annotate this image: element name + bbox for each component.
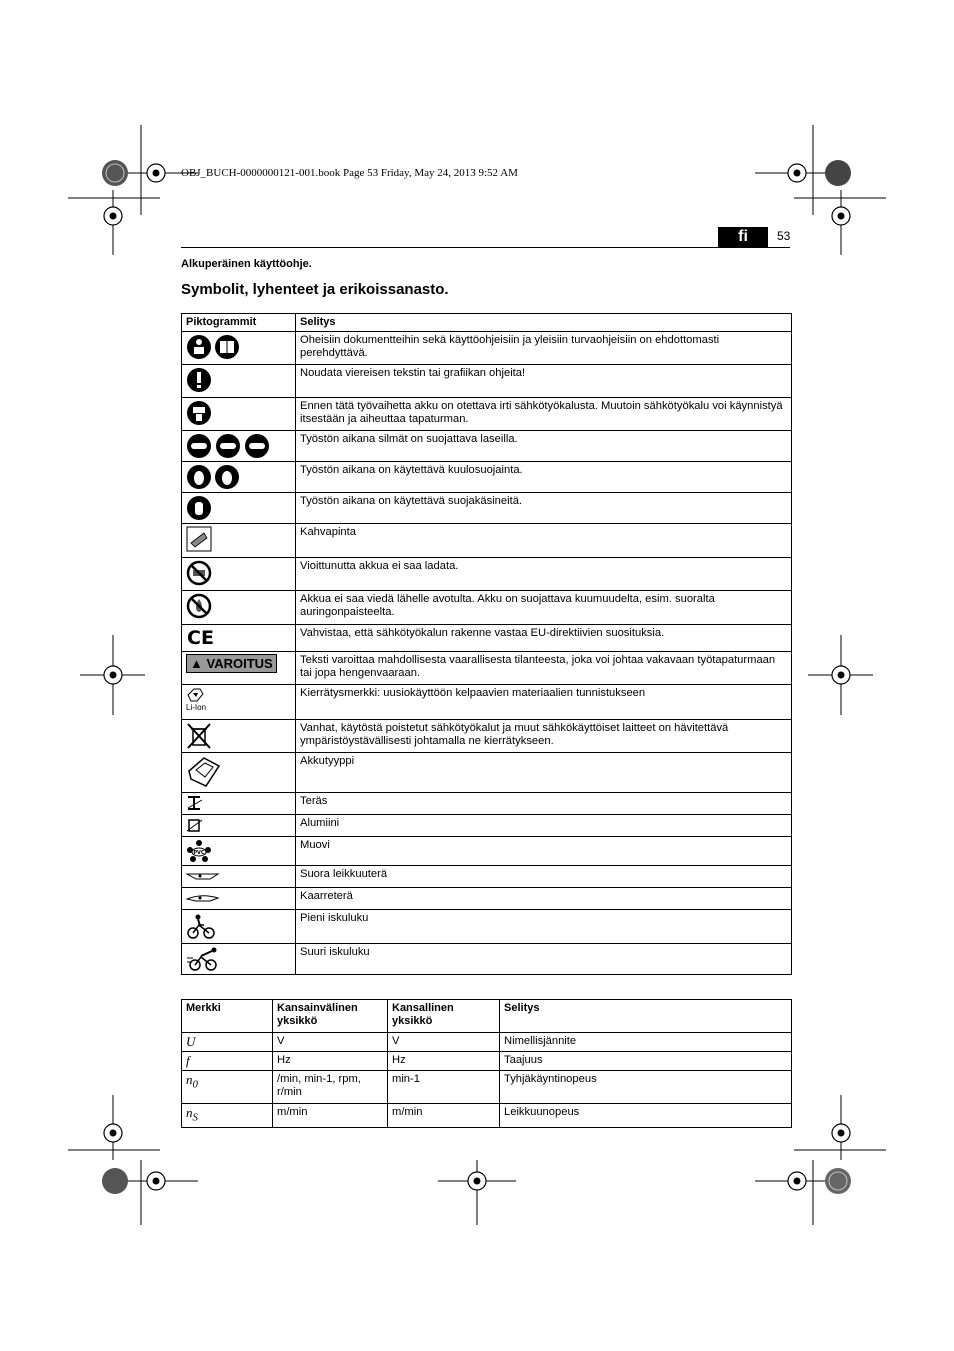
ear-protection-icon [182, 462, 296, 493]
national-unit-cell: min-1 [388, 1071, 500, 1104]
symbol-base: n [186, 1072, 193, 1087]
table-row [182, 910, 792, 944]
table-row [182, 837, 792, 866]
li-ion-label: Li-Ion [186, 703, 207, 712]
table-row [182, 462, 792, 493]
row-text: Teksti varoittaa mahdollisesta vaarallisesta tilanteesta, joka voi johtaa vakavaan työtapaturmaan tai jopa hengenvaaraan. [296, 652, 792, 685]
row-text: Työstön aikana on käytettävä suojakäsineitä. [296, 493, 792, 524]
row-text: Teräs [296, 793, 792, 815]
remove-battery-icon [182, 398, 296, 431]
row-text: Kierrätysmerkki: uusiokäyttöön kelpaavien materiaalien tunnistukseen [296, 685, 792, 720]
weee-bin-icon [182, 720, 296, 753]
national-unit-cell: V [388, 1033, 500, 1052]
symbol-base: n [186, 1105, 193, 1120]
curved-blade-icon [182, 888, 296, 910]
symbol-subscript: S [192, 1111, 198, 1124]
header-piktogrammit: Piktogrammit [182, 314, 296, 332]
intl-unit-cell: Hz [273, 1052, 388, 1071]
large-stroke-icon [182, 944, 296, 975]
row-text: Akkutyyppi [296, 753, 792, 793]
description-cell: Taajuus [500, 1052, 792, 1071]
gloves-icon [182, 493, 296, 524]
row-text: Oheisiin dokumentteihin sekä käyttöohjeisiin ja yleisiin turvaohjeisiin on ehdottomasti perehdyttävä. [296, 332, 792, 365]
intl-unit-cell: m/min [273, 1104, 388, 1128]
header-merkki: Merkki [182, 1000, 273, 1033]
recycle-li-ion-icon [182, 685, 296, 720]
header-kansallinen: Kansallinen yksikkö [388, 1000, 500, 1033]
row-text: Pieni iskuluku [296, 910, 792, 944]
aluminium-icon [182, 815, 296, 837]
table-row [182, 1104, 792, 1128]
row-text: Kahvapinta [296, 524, 792, 558]
warning-triangle-icon: ▲ [190, 656, 203, 671]
svg-text:CE: CE [187, 627, 214, 647]
table-row [182, 493, 792, 524]
language-tab: fi [718, 227, 768, 247]
row-text: Akkua ei saa viedä lähelle avotulta. Akku on suojattava kuumuudelta, esim. suoralta auringonpaisteelta. [296, 591, 792, 625]
file-info-line: OBJ_BUCH-0000000121-001.book Page 53 Friday, May 24, 2013 9:52 AM [181, 167, 518, 179]
small-stroke-icon [182, 910, 296, 944]
table-row [182, 591, 792, 625]
row-text: Suuri iskuluku [296, 944, 792, 975]
table-row [182, 685, 792, 720]
warning-label-icon [182, 652, 296, 685]
row-text: Ennen tätä työvaihetta akku on otettava irti sähkötyökalusta. Muutoin sähkötyökalu voi käynnistyä itsestään ja aiheuttaa tapaturman. [296, 398, 792, 431]
table-row [182, 866, 792, 888]
row-text: Vioittunutta akkua ei saa ladata. [296, 558, 792, 591]
row-text: Vahvistaa, että sähkötyökalun rakenne vastaa EU-direktiivien suosituksia. [296, 625, 792, 652]
table-row [182, 558, 792, 591]
subtitle: Alkuperäinen käyttöohje. [181, 258, 312, 270]
eye-protection-icon [182, 431, 296, 462]
row-text: Noudata viereisen tekstin tai grafiikan ohjeita! [296, 365, 792, 398]
table-row [182, 332, 792, 365]
symbols-table [181, 313, 792, 975]
row-text: Työstön aikana on käytettävä kuulosuojainta. [296, 462, 792, 493]
header-selitys: Selitys [500, 1000, 792, 1033]
no-charge-damaged-icon [182, 558, 296, 591]
symbol-cell: U [182, 1033, 273, 1052]
no-fire-icon [182, 591, 296, 625]
warning-label: VAROITUS [206, 656, 273, 671]
table-row [182, 944, 792, 975]
header-rule [181, 247, 790, 248]
header-kansainvalinen: Kansainvälinen yksikkö [273, 1000, 388, 1033]
pvc-label: PVC [193, 850, 205, 856]
description-cell: Nimellisjännite [500, 1033, 792, 1052]
header-selitys: Selitys [296, 314, 792, 332]
table-row [182, 431, 792, 462]
table-row [182, 753, 792, 793]
table-row [182, 1052, 792, 1071]
table-header-row [182, 1000, 792, 1033]
table-row [182, 1033, 792, 1052]
row-text: Vanhat, käytöstä poistetut sähkötyökalut ja muut sähkökäyttöiset laitteet on hävitettävä ympäristöystävällisesti johtamalla ne kierrätykseen. [296, 720, 792, 753]
intl-unit-cell: V [273, 1033, 388, 1052]
grip-surface-icon [182, 524, 296, 558]
intl-unit-cell: /min, min-1, rpm, r/min [273, 1071, 388, 1104]
plastic-pvc-icon [182, 837, 296, 866]
page-number: 53 [777, 229, 791, 243]
steel-icon [182, 793, 296, 815]
table-row [182, 365, 792, 398]
symbol-cell [182, 1104, 273, 1128]
description-cell: Leikkuunopeus [500, 1104, 792, 1128]
symbol-subscript: 0 [192, 1078, 198, 1091]
table-header-row [182, 314, 792, 332]
row-text: Suora leikkuuterä [296, 866, 792, 888]
battery-type-icon [182, 753, 296, 793]
units-table [181, 999, 792, 1128]
exclamation-icon [182, 365, 296, 398]
ce-mark-icon [182, 625, 296, 652]
row-text: Muovi [296, 837, 792, 866]
straight-blade-icon [182, 866, 296, 888]
symbol-cell [182, 1071, 273, 1104]
row-text: Työstön aikana silmät on suojattava laseilla. [296, 431, 792, 462]
table-row [182, 720, 792, 753]
table-row [182, 1071, 792, 1104]
page-title: Symbolit, lyhenteet ja erikoissanasto. [181, 281, 449, 298]
table-row [182, 888, 792, 910]
table-row [182, 398, 792, 431]
national-unit-cell: Hz [388, 1052, 500, 1071]
read-manual-icon [182, 332, 296, 365]
table-row [182, 625, 792, 652]
symbol-cell: f [182, 1052, 273, 1071]
row-text: Alumiini [296, 815, 792, 837]
table-row [182, 815, 792, 837]
table-row [182, 793, 792, 815]
table-row [182, 524, 792, 558]
description-cell: Tyhjäkäyntinopeus [500, 1071, 792, 1104]
row-text: Kaarreterä [296, 888, 792, 910]
national-unit-cell: m/min [388, 1104, 500, 1128]
table-row [182, 652, 792, 685]
